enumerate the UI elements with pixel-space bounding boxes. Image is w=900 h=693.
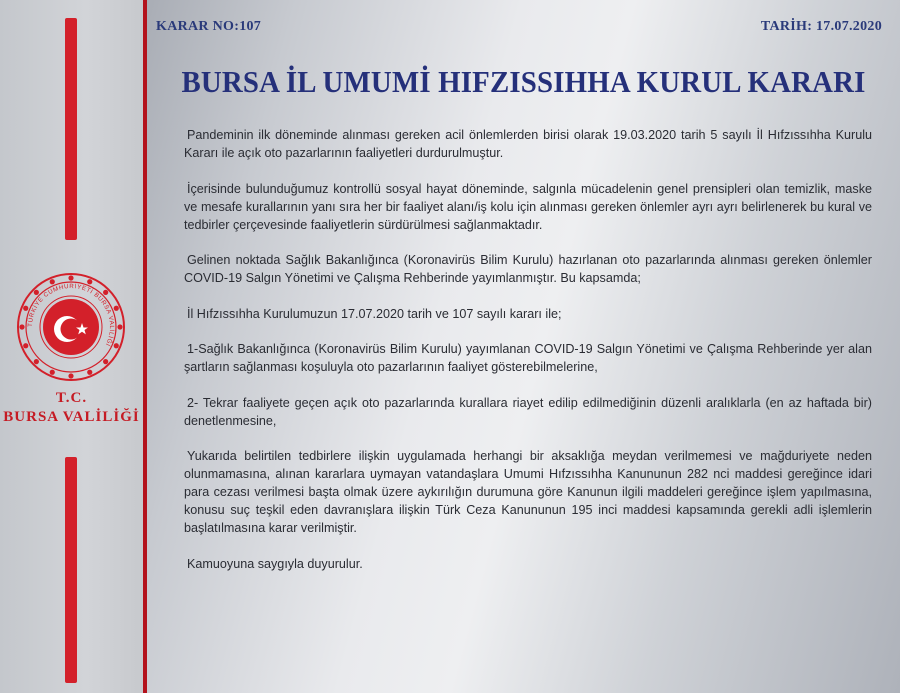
paragraph-5: 1-Sağlık Bakanlığınca (Koronavirüs Bilim Kurulu) yayımlanan COVID-19 Salgın Yönetimi ve Çalışma Rehberinde yer alan şartların sağlanması koşuluyla oto pazarlarının faaliyet gösterebilmelerine, [184, 342, 872, 374]
emblem-ring-dot [34, 359, 39, 364]
paragraph-4: İl Hıfzıssıhha Kurulumuzun 17.07.2020 tarih ve 107 sayılı kararı ile; [187, 306, 562, 321]
decision-text [184, 126, 872, 590]
sidebar [0, 0, 143, 693]
emblem-ring-dot [50, 279, 55, 284]
emblem-ring-dot [23, 306, 28, 311]
emblem-ring-dot [68, 275, 73, 280]
emblem-ring-dot [68, 373, 73, 378]
emblem-ring-dot [87, 370, 92, 375]
emblem-ring-dot [103, 290, 108, 295]
page-title: BURSA İL UMUMİ HIFZISSIHHA KURUL KARARI [181, 64, 866, 99]
paragraph-8: Kamuoyuna saygıyla duyurulur. [187, 556, 363, 571]
emblem-ring-dot [114, 343, 119, 348]
emblem-ring-text: TÜRKİYE CUMHURİYETİ BURSA VALİLİĞİ [26, 282, 116, 348]
emblem-ring-dot [23, 343, 28, 348]
decision-date: TARİH: 17.07.2020 [760, 19, 882, 34]
governorship-emblem-icon [16, 272, 126, 382]
tc-label: T.C. [55, 390, 88, 406]
emblem-ring-dot [19, 324, 24, 329]
paragraph-2: İçerisinde bulunduğumuz kontrollü sosyal hayat döneminde, salgınla mücadelenin genel prensipleri olan temizlik, maske ve mesafe kurallarının yanı sıra her bir faaliyet alanı/iş kolu için alınması gereken önlemler ayrı ayrı belirlenerek bu kural ve tedbirler çerçevesinde faaliyetlerin sürdürülmesi sağlanmaktadır. [184, 181, 872, 232]
emblem-ring-dot [34, 290, 39, 295]
emblem-ring-dot [50, 370, 55, 375]
emblem-ring-dot [87, 279, 92, 284]
paragraph-3: Gelinen noktada Sağlık Bakanlığınca (Koronavirüs Bilim Kurulu) hazırlanan oto pazarlarında alınması gereken önlemler COVID-19 Salgın Yönetimi ve Çalışma Rehberinde yayımlanmıştır. Bu kapsamda; [184, 253, 872, 285]
emblem-ring-dot [114, 306, 119, 311]
document-body [147, 0, 900, 693]
red-accent-bar-top [65, 18, 77, 240]
governorship-label: BURSA VALİLİĞİ [3, 409, 140, 425]
paragraph-7: Yukarıda belirtilen tedbirlere ilişkin uygulamada herhangi bir aksaklığa meydan verilmemesi ve mağduriyete neden olunmamasına, alınan kararlara uymayan vatandaşlara Umumi Hıfzıssıhha Kanununun 282 nci maddesi gereğince idari para cezası verilmesi başta olmak üzere aykırılığın durumuna göre Kanunun ilgili maddeleri gereğince işlem yapılmasına, konusu suç teşkil eden davranışlara ilişkin Türk Ceza Kanununun 195 inci maddesi kapsamında gerekli adli işlemlerin başlatılmasına karar verilmiştir. [184, 449, 872, 535]
red-accent-bar-bottom [65, 457, 77, 683]
emblem-ring-dot [117, 324, 122, 329]
emblem-ring-dot [103, 359, 108, 364]
paragraph-1: Pandeminin ilk döneminde alınması gereken acil önlemlerden birisi olarak 19.03.2020 tarih 5 sayılı İl Hıfzıssıhha Kurulu Kararı ile açık oto pazarlarının faaliyetleri durdurulmuştur. [184, 128, 872, 160]
decision-number: KARAR NO:107 [156, 19, 262, 34]
paragraph-6: 2- Tekrar faaliyete geçen açık oto pazarlarında kurallara riayet edilip edilmediğinin düzenli aralıklarla (en az haftada bir) denetlenmesine, [184, 395, 872, 428]
